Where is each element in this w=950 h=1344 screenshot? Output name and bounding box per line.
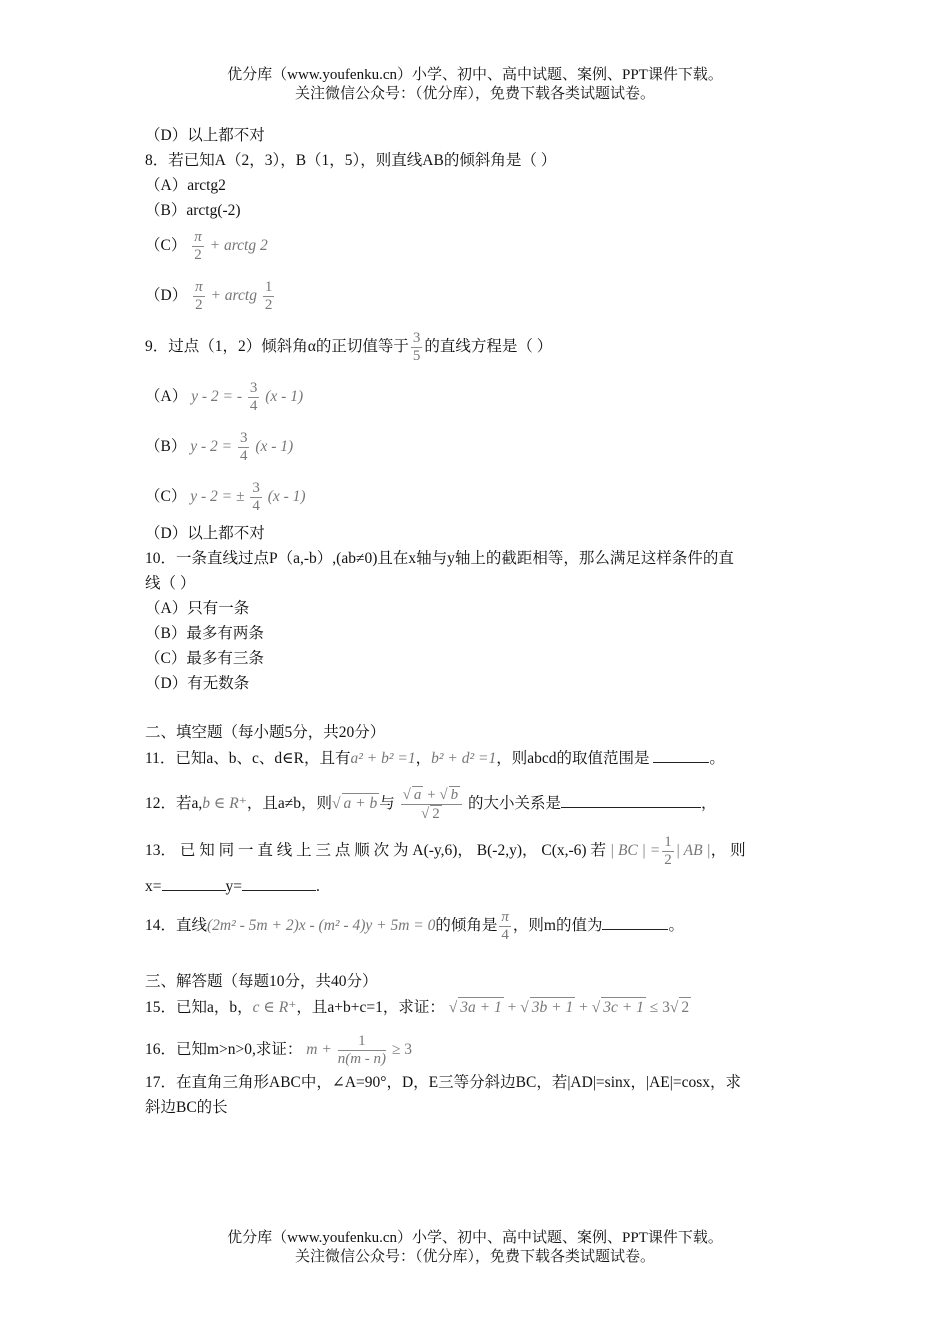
q12: 12．若a,b ∈ R⁺，且a≠b，则√ a + b 与 $\frac{√ a + √ b}{√ 2}$ 的大小关系是 ， [145,787,717,822]
q10-option-a: （A）只有一条 [145,600,250,617]
q10-stem-line-1: 10．一条直线过点P（a,-b）,(ab≠0)且在x轴与y轴上的截距相等，那么满足这样条件的直 [145,550,734,567]
q13-line-1: 13． 已 知 同 一 直 线 上 三 点 顺 次 为 A(-y,6)， B(-2,y)， C(x,-6) 若 | BC | = $\frac{1}{2}$ | AB |， 则 [145,834,746,868]
q8-d-fraction-pi: $\frac{\pi}{2}$ [195,279,203,313]
q8-d-fraction-half: $\frac{1}{2}$ [264,279,273,313]
q8-d-label: （D） [145,287,188,305]
section-3-title: 三、解答题（每题10分，共40分） [145,973,378,990]
q14-equation: (2m² - 5m + 2)x - (m² - 4)y + 5m = 0 [207,917,436,935]
q14: 14．直线(2m² - 5m + 2)x - (m² - 4)y + 5m = 0的倾角是 $\frac{\pi}{4}$ ，则m的值为 。 [145,909,684,943]
footer-line-2: 关注微信公众号：（优分库），免费下载各类试题试卷。 [294,1249,655,1265]
q10-option-b: （B）最多有两条 [145,625,264,642]
q13-y-blank[interactable] [242,876,316,891]
q17-line-1: 17．在直角三角形ABC中，∠A=90°，D，E三等分斜边BC，若|AD|=sinx，|AE|=cosx，求 [145,1074,742,1091]
q7-option-d: （D）以上都不对 [145,127,265,144]
q9-option-d: （D）以上都不对 [145,525,265,542]
q9-option-a: （A） y - 2 = - $\frac{3}{4}$ (x - 1) [145,380,304,414]
q14-answer-blank[interactable] [602,915,668,930]
q16-fraction: $\frac{1}{n(m - n)}$ [337,1033,387,1067]
q9-stem: 9．过点（1，2）倾斜角α的正切值等于 $\frac{3}{5}$ 的直线方程是（ ） [145,330,553,364]
q10-option-c: （C）最多有三条 [145,650,264,667]
q8-option-a: （A）arctg2 [145,177,226,194]
q11: 11．已知a、b、c、d∈R，且有a² + b² =1，b² + d² =1，则abcd的取值范围是 。 [145,750,725,767]
q12-radicand: a + b [343,795,378,813]
q8-c-fraction: $\frac{\pi}{2}$ [194,229,202,263]
q8-option-d [145,279,276,314]
q9-option-c: （C） y - 2 = ± $\frac{3}{4}$ (x - 1) [145,480,306,514]
footer-line-1: 优分库（www.youfenku.cn）小学、初中、高中试题、案例、PPT课件下载。 [227,1230,723,1246]
q12-sqrt-sign: √ [332,795,341,813]
q11-eq2: b² + d² =1 [431,750,497,767]
q11-answer-blank[interactable] [653,748,709,763]
q17-line-2: 斜边BC的长 [145,1099,228,1116]
q9-option-b: （B） y - 2 = $\frac{3}{4}$ (x - 1) [145,430,294,464]
q12-fraction: $\frac{√ a + √ b}{√ 2}$ [401,786,462,823]
q8-c-arctg: + arctg 2 [209,237,268,255]
q8-option-b: （B）arctg(-2) [145,202,241,219]
q16: 16．已知m>n>0,求证： m + $\frac{1}{n(m - n)}$ ≥ 3 [145,1033,413,1067]
header-line-1: 优分库（www.youfenku.cn）小学、初中、高中试题、案例、PPT课件下载。 [227,67,723,83]
header-line-2: 关注微信公众号：（优分库），免费下载各类试题试卷。 [294,86,655,102]
q11-eq1: a² + b² =1 [350,750,416,767]
q8-c-label: （C） [145,237,187,255]
q15: 15．已知a，b，c ∈ R⁺，且a+b+c=1，求证： √ 3a + 1 + √ 3b + 1 + √ 3c + 1 ≤ 3√ 2 [145,999,690,1016]
q8-option-c [145,229,268,264]
q8-stem: 8．若已知A（2，3），B（1，5），则直线AB的倾斜角是（ ） [145,152,557,169]
q10-option-d: （D）有无数条 [145,675,250,692]
q10-stem-line-2: 线（ ） [145,575,196,592]
page-header [0,66,950,104]
q13-x-blank[interactable] [162,876,226,891]
q8-d-arctg: + arctg [210,287,257,305]
section-2-title: 二、填空题（每小题5分，共20分） [145,724,386,741]
page-footer [0,1229,950,1267]
q12-answer-blank[interactable] [561,793,701,808]
q13-line-2: x= y= . [145,878,320,895]
q9-fraction: $\frac{3}{5}$ [412,330,421,364]
